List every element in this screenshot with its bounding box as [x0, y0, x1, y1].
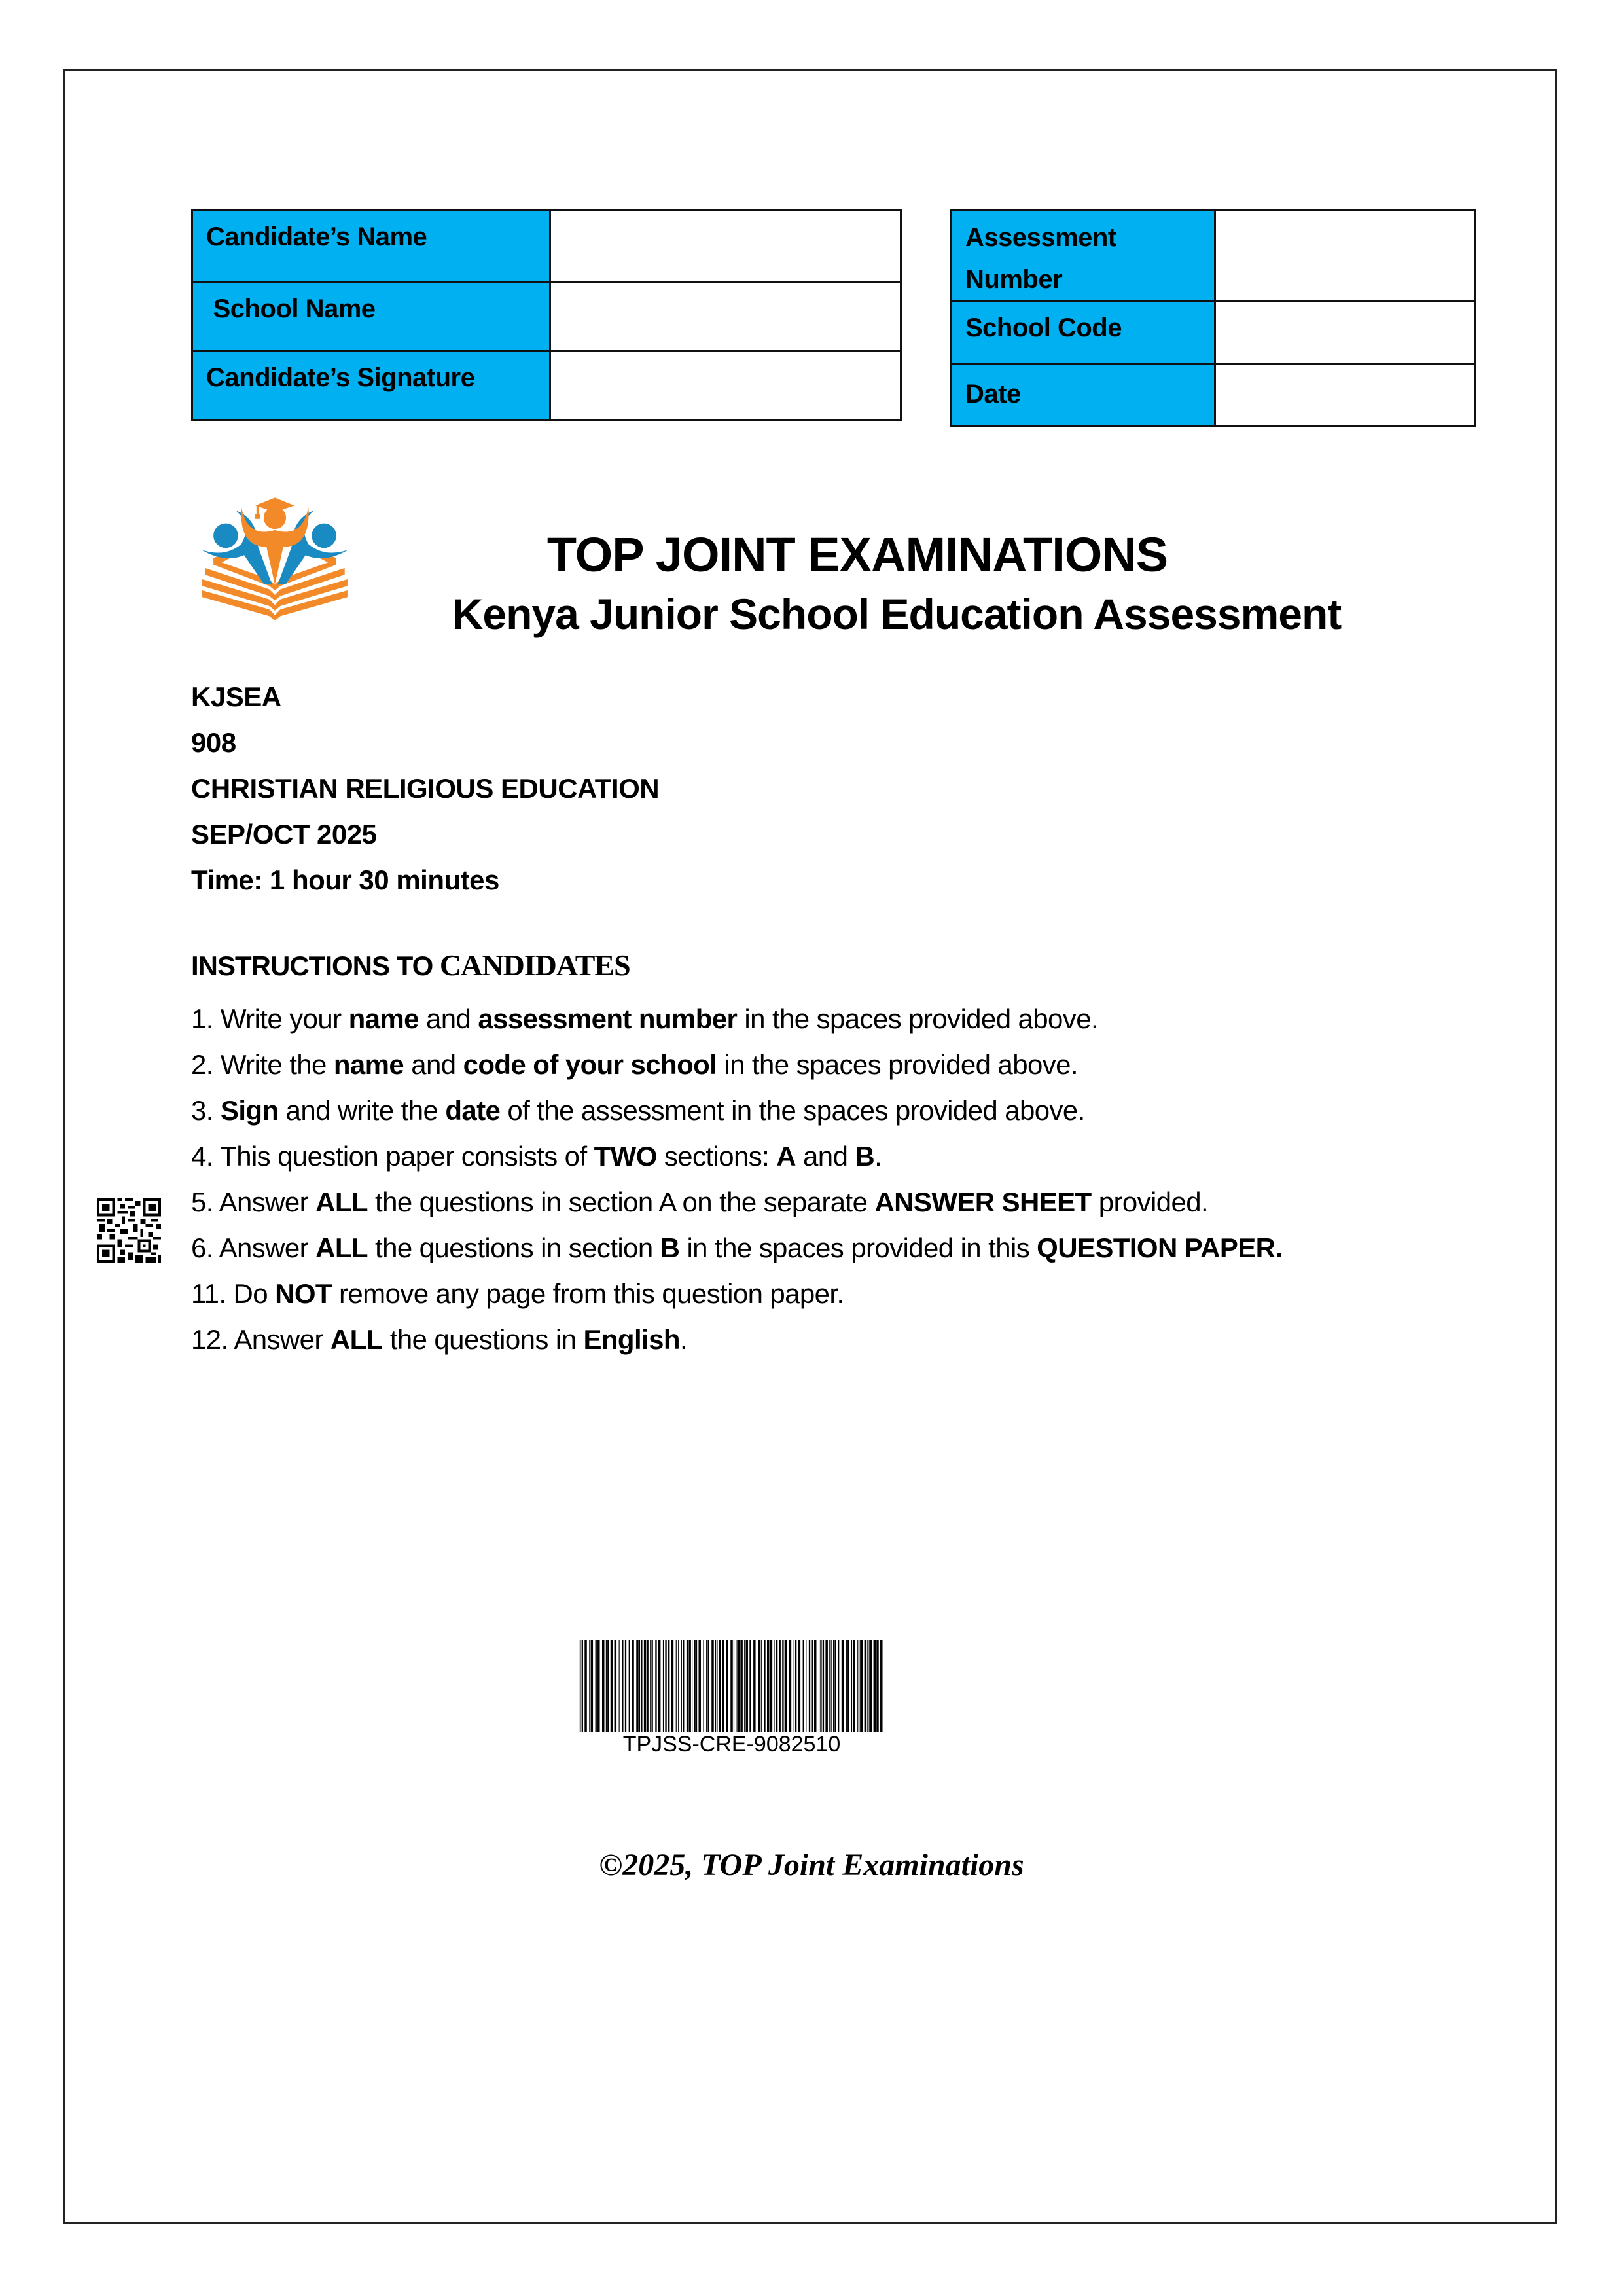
assessment-number-label: Assessment Number: [952, 211, 1215, 302]
instructions-heading-part1: INSTRUCTIONS TO: [191, 950, 440, 981]
barcode-icon: [579, 1640, 885, 1732]
qr-code-icon: [97, 1198, 161, 1263]
paper-details: [191, 674, 659, 903]
school-name-label: School Name: [192, 283, 550, 351]
time-allowed: Time: 1 hour 30 minutes: [191, 865, 499, 895]
instruction-item: 1. Write your name and assessment number in the spaces provided above.: [191, 1003, 1099, 1034]
subject-name: CHRISTIAN RELIGIOUS EDUCATION: [191, 773, 660, 804]
instruction-item: 2. Write the name and code of your school in the spaces provided above.: [191, 1049, 1078, 1080]
candidate-name-field[interactable]: [550, 211, 901, 283]
barcode-caption: TPJSS-CRE-9082510: [622, 1732, 841, 1757]
paper-code: 908: [191, 727, 236, 758]
date-label: Date: [952, 364, 1215, 427]
assessment-number-field[interactable]: [1215, 211, 1476, 302]
date-field[interactable]: [1215, 364, 1476, 427]
instruction-item: 5. Answer ALL the questions in section A on the separate ANSWER SHEET provided.: [191, 1187, 1209, 1217]
exam-session: SEP/OCT 2025: [191, 819, 377, 850]
assessment-info-table: [950, 209, 1476, 427]
instruction-item: 6. Answer ALL the questions in section B in the spaces provided in this QUESTION PAPER.: [191, 1232, 1283, 1263]
exam-body-title: TOP JOINT EXAMINATIONS: [546, 528, 1168, 582]
candidate-signature-field[interactable]: [550, 351, 901, 420]
instructions-list: [191, 996, 1282, 1363]
school-code-field[interactable]: [1215, 302, 1476, 364]
instruction-item: 12. Answer ALL the questions in English.: [191, 1324, 688, 1355]
school-code-label: School Code: [952, 302, 1215, 364]
exam-name: KJSEA: [191, 681, 281, 712]
copyright-notice: ©2025, TOP Joint Examinations: [599, 1848, 1024, 1882]
assessment-subtitle: Kenya Junior School Education Assessment: [452, 590, 1342, 638]
instructions-heading-part2: CANDIDATES: [439, 948, 630, 982]
instruction-item: 3. Sign and write the date of the assessment in the spaces provided above.: [191, 1095, 1085, 1126]
instructions-heading: [191, 948, 630, 982]
candidate-name-label: Candidate’s Name: [192, 211, 550, 283]
candidate-info-table: [191, 209, 902, 421]
instruction-item: 4. This question paper consists of TWO sections: A and B.: [191, 1141, 882, 1172]
school-name-field[interactable]: [550, 283, 901, 351]
candidate-signature-label: Candidate’s Signature: [192, 351, 550, 420]
instruction-item: 11. Do NOT remove any page from this question paper.: [191, 1278, 844, 1309]
